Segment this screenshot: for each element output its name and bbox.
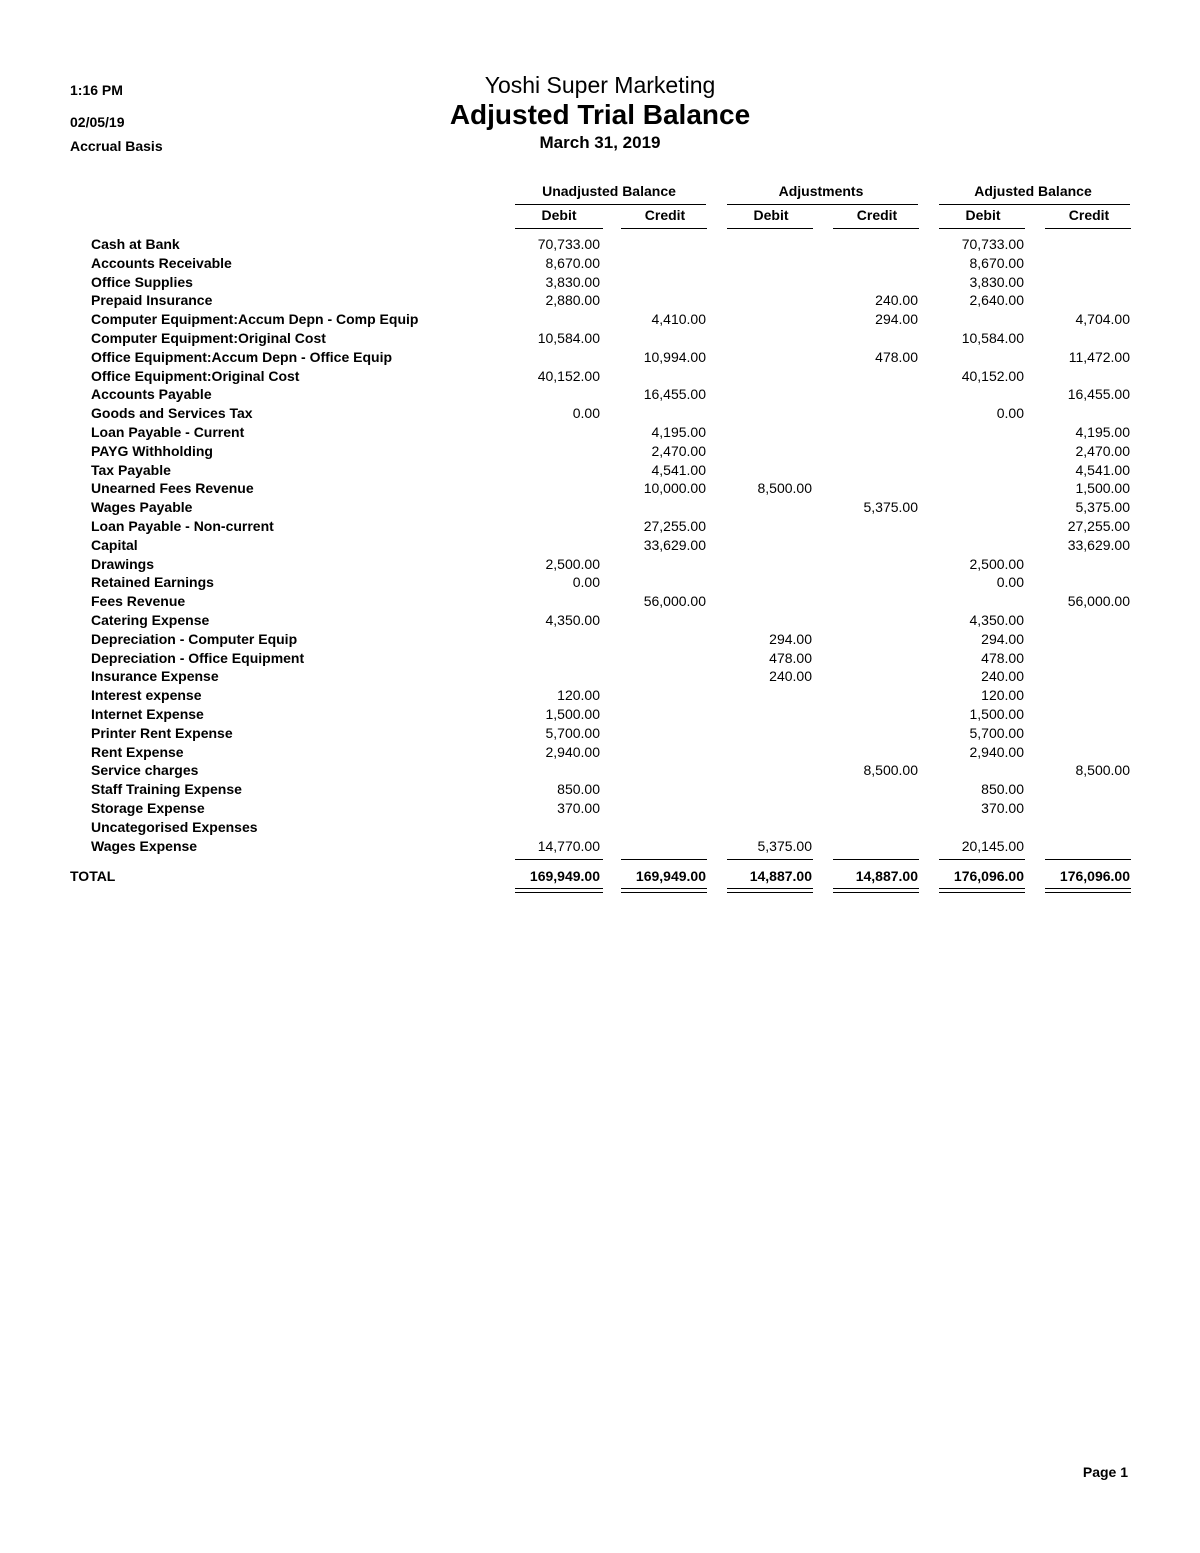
table-row [0,462,1200,481]
table-row [0,556,1200,575]
amount-adjusted-debit: 5,700.00 [969,724,1024,741]
total-unadjusted-credit: 169,949.00 [635,868,706,884]
account-name: Wages Expense [91,837,198,854]
table-row [0,236,1200,255]
column-underline [939,228,1025,229]
account-name: Retained Earnings [91,574,214,591]
account-name: Printer Rent Expense [91,724,233,741]
amount-unadjusted-debit: 0.00 [572,405,600,422]
amount-adjusted-debit: 70,733.00 [961,236,1024,252]
account-name: Service charges [91,762,199,779]
amount-adjusted-debit: 370.00 [981,799,1024,816]
amount-adjusted-debit: 0.00 [996,574,1024,591]
table-row [0,330,1200,349]
amount-unadjusted-credit: 27,255.00 [643,517,706,534]
amount-adjusted-credit: 11,472.00 [1068,348,1130,365]
table-row [0,537,1200,556]
subtotal-line [727,859,813,860]
amount-unadjusted-debit: 2,940.00 [545,743,600,760]
table-row [0,687,1200,706]
subtotal-line [515,859,603,860]
report-time: 1:16 PM [70,82,123,98]
amount-adjustments-debit: 294.00 [769,630,812,647]
column-underline [621,228,707,229]
amount-unadjusted-credit: 56,000.00 [643,593,706,610]
column-header-credit: Credit [644,207,686,223]
table-row [0,368,1200,387]
table-row [0,800,1200,819]
account-name: Prepaid Insurance [91,292,213,309]
table-row [0,255,1200,274]
amount-adjusted-credit: 1,500.00 [1075,480,1130,497]
group-underline [939,204,1130,205]
total-double-underline [1045,888,1131,893]
amount-unadjusted-debit: 5,700.00 [545,724,600,741]
amount-adjusted-credit: 5,375.00 [1075,499,1130,516]
amount-adjusted-debit: 240.00 [981,668,1024,685]
account-name: Unearned Fees Revenue [91,480,254,497]
amount-unadjusted-credit: 2,470.00 [651,442,706,459]
account-name: Accounts Receivable [91,254,232,271]
table-row [0,480,1200,499]
total-double-underline [939,888,1025,893]
amount-adjustments-credit: 294.00 [875,311,918,328]
amount-adjusted-credit: 33,629.00 [1067,536,1130,553]
account-name: Cash at Bank [91,236,180,252]
account-name: Capital [91,536,138,553]
table-row [0,518,1200,537]
table-row [0,838,1200,857]
table-row [0,311,1200,330]
account-name: Staff Training Expense [91,781,242,798]
table-row [0,386,1200,405]
amount-unadjusted-debit: 850.00 [557,781,600,798]
amount-adjustments-debit: 240.00 [769,668,812,685]
account-name: Fees Revenue [91,593,186,610]
amount-adjusted-credit: 2,470.00 [1075,442,1130,459]
total-row [0,868,1200,888]
subtotal-line [939,859,1025,860]
report-title: Adjusted Trial Balance [449,99,751,130]
account-name: Office Supplies [91,273,193,290]
account-name: Interest expense [91,687,202,704]
total-double-underline [621,888,707,893]
amount-adjusted-debit: 2,640.00 [969,292,1024,309]
table-row [0,499,1200,518]
amount-adjusted-credit: 4,541.00 [1075,461,1130,478]
account-name: Loan Payable - Current [91,423,245,440]
account-name: PAYG Withholding [91,442,213,459]
amount-unadjusted-debit: 40,152.00 [537,367,600,384]
amount-unadjusted-credit: 33,629.00 [643,536,706,553]
column-underline [833,228,919,229]
amount-adjusted-debit: 10,584.00 [961,329,1024,346]
amount-adjusted-credit: 4,704.00 [1075,311,1130,328]
company-name: Yoshi Super Marketing [484,72,716,98]
table-row [0,349,1200,368]
total-double-underline [833,888,919,893]
table-row [0,574,1200,593]
amount-unadjusted-debit: 2,880.00 [545,292,600,309]
amount-unadjusted-debit: 14,770.00 [537,837,600,854]
account-name: Insurance Expense [91,668,219,685]
amount-adjusted-debit: 40,152.00 [961,367,1024,384]
amount-adjusted-debit: 0.00 [996,405,1024,422]
amount-unadjusted-credit: 10,994.00 [643,348,706,365]
amount-adjustments-credit: 5,375.00 [863,499,918,516]
group-underline [727,204,918,205]
page-number: Page 1 [1082,1464,1128,1480]
amount-unadjusted-debit: 8,670.00 [545,254,600,271]
account-name: Rent Expense [91,743,184,760]
amount-unadjusted-debit: 370.00 [557,799,600,816]
subtotal-line [833,859,919,860]
account-name: Office Equipment:Original Cost [91,367,300,384]
group-header-adjustments: Adjustments [778,183,864,199]
subtotal-line [1045,859,1131,860]
amount-unadjusted-debit: 10,584.00 [537,329,600,346]
table-row [0,725,1200,744]
amount-unadjusted-debit: 2,500.00 [545,555,600,572]
account-name: Tax Payable [91,461,171,478]
account-name: Internet Expense [91,705,204,722]
amount-unadjusted-credit: 4,410.00 [651,311,706,328]
amount-adjusted-credit: 4,195.00 [1075,423,1130,440]
account-name: Computer Equipment:Accum Depn - Comp Equip [91,311,419,328]
table-row [0,668,1200,687]
column-underline [727,228,813,229]
amount-unadjusted-credit: 4,541.00 [651,461,706,478]
table-row [0,744,1200,763]
group-header-adjusted: Adjusted Balance [974,183,1092,199]
amount-adjustments-debit: 5,375.00 [757,837,812,854]
amount-adjusted-debit: 20,145.00 [961,837,1024,854]
amount-adjusted-debit: 2,940.00 [969,743,1024,760]
column-underline [1045,228,1131,229]
table-row [0,781,1200,800]
column-header-debit: Debit [753,207,789,223]
account-name: Wages Payable [91,499,193,516]
amount-unadjusted-debit: 0.00 [572,574,600,591]
column-header-credit: Credit [1068,207,1110,223]
amount-unadjusted-debit: 4,350.00 [545,611,600,628]
table-row [0,631,1200,650]
total-adjustments-credit: 14,887.00 [855,868,918,884]
amount-adjusted-debit: 3,830.00 [969,273,1024,290]
account-name: Goods and Services Tax [91,405,253,422]
total-double-underline [727,888,813,893]
account-name: Loan Payable - Non-current [91,517,274,534]
column-header-debit: Debit [965,207,1001,223]
amount-adjusted-debit: 120.00 [981,687,1024,704]
account-name: Depreciation - Office Equipment [91,649,305,666]
column-underline [515,228,603,229]
total-label: TOTAL [70,868,116,884]
amount-unadjusted-credit: 4,195.00 [651,423,706,440]
amount-adjusted-credit: 8,500.00 [1075,762,1130,779]
amount-adjusted-debit: 4,350.00 [969,611,1024,628]
group-underline [515,204,706,205]
amount-adjusted-debit: 8,670.00 [969,254,1024,271]
table-row [0,424,1200,443]
table-row [0,762,1200,781]
amount-adjustments-credit: 478.00 [875,348,918,365]
account-name: Computer Equipment:Original Cost [91,329,326,346]
group-header-unadjusted: Unadjusted Balance [542,183,676,199]
amount-adjustments-credit: 240.00 [875,292,918,309]
account-name: Drawings [91,555,155,572]
account-name: Office Equipment:Accum Depn - Office Equip [91,348,393,365]
amount-adjustments-debit: 478.00 [769,649,812,666]
amount-adjusted-debit: 478.00 [981,649,1024,666]
account-name: Catering Expense [91,611,210,628]
subtotal-line [621,859,707,860]
amount-adjusted-debit: 850.00 [981,781,1024,798]
table-row [0,650,1200,669]
column-header-credit: Credit [856,207,898,223]
table-row [0,819,1200,838]
table-row [0,292,1200,311]
account-name: Depreciation - Computer Equip [91,630,298,647]
amount-unadjusted-debit: 3,830.00 [545,273,600,290]
account-name: Uncategorised Expenses [91,818,258,835]
report-printed-date: 02/05/19 [70,114,125,130]
amount-unadjusted-credit: 10,000.00 [643,480,706,497]
report-date: March 31, 2019 [539,133,661,152]
column-header-debit: Debit [541,207,577,223]
account-name: Accounts Payable [91,386,212,403]
amount-adjustments-debit: 8,500.00 [757,480,812,497]
total-adjusted-debit: 176,096.00 [953,868,1024,884]
table-row [0,593,1200,612]
amount-adjusted-debit: 294.00 [981,630,1024,647]
table-row [0,274,1200,293]
total-unadjusted-debit: 169,949.00 [529,868,600,884]
amount-adjusted-credit: 56,000.00 [1067,593,1130,610]
account-name: Storage Expense [91,799,205,816]
amount-adjusted-credit: 27,255.00 [1067,517,1130,534]
amount-unadjusted-credit: 16,455.00 [643,386,706,403]
table-row [0,706,1200,725]
amount-adjusted-credit: 16,455.00 [1067,386,1130,403]
table-row [0,612,1200,631]
amount-adjusted-debit: 1,500.00 [969,705,1024,722]
amount-unadjusted-debit: 1,500.00 [545,705,600,722]
amount-adjusted-debit: 2,500.00 [969,555,1024,572]
total-adjustments-debit: 14,887.00 [749,868,812,884]
total-double-underline [515,888,603,893]
amount-unadjusted-debit: 70,733.00 [537,236,600,252]
amount-adjustments-credit: 8,500.00 [863,762,918,779]
account-rows [0,236,1200,856]
report-basis: Accrual Basis [70,138,163,154]
table-row [0,443,1200,462]
table-row [0,405,1200,424]
total-adjusted-credit: 176,096.00 [1059,868,1130,884]
amount-unadjusted-debit: 120.00 [557,687,600,704]
